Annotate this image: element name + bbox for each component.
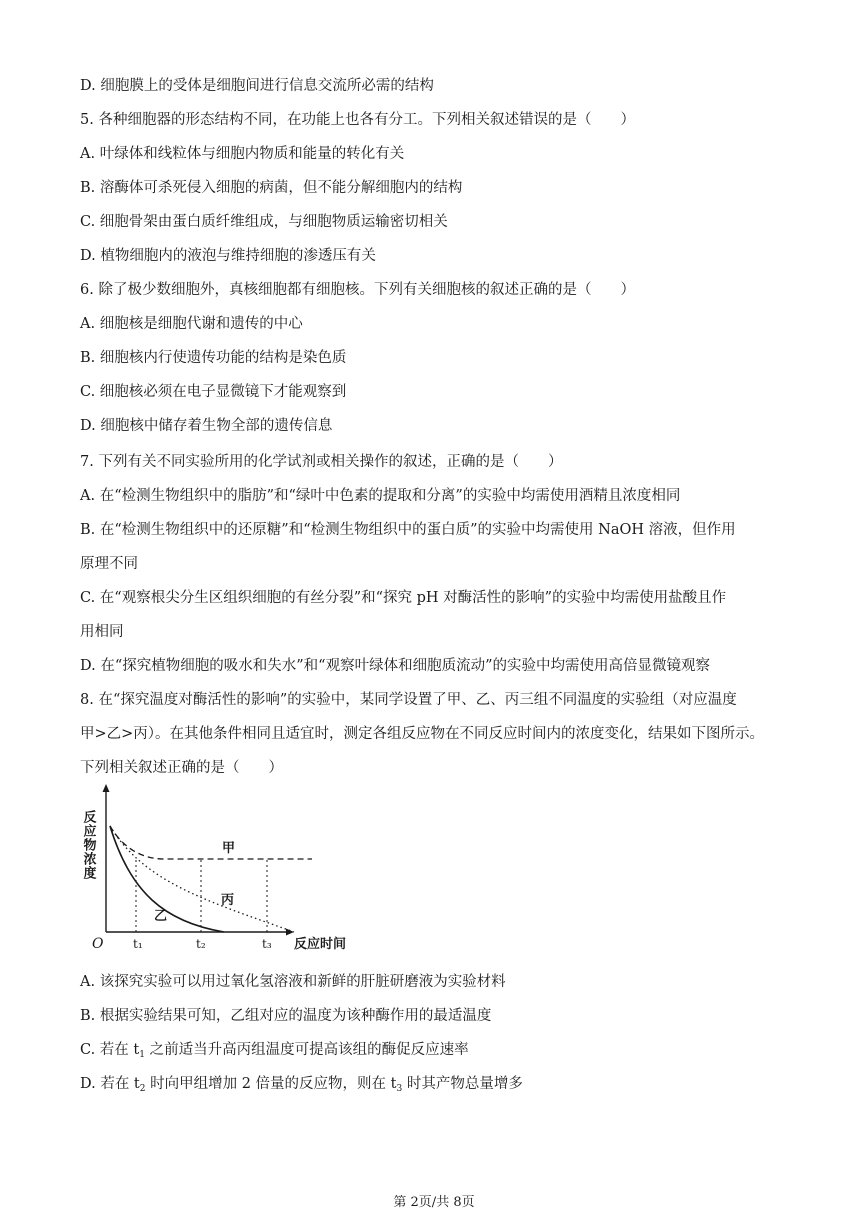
question-line: C. 细胞骨架由蛋白质纤维组成，与细胞物质运输密切相关 xyxy=(80,214,448,230)
question-line: A. 细胞核是细胞代谢和遗传的中心 xyxy=(80,316,303,332)
series-label-jia: 甲 xyxy=(222,841,236,856)
x-axis-arrow xyxy=(286,929,294,936)
enzyme-concentration-chart xyxy=(80,782,374,957)
question-line: A. 叶绿体和线粒体与细胞内物质和能量的转化有关 xyxy=(80,146,405,162)
question-line: D. 细胞核中储存着生物全部的遗传信息 xyxy=(80,418,333,434)
series-jia-line xyxy=(110,826,312,859)
question-line: 7. 下列有关不同实验所用的化学试剂或相关操作的叙述，正确的是（ ） xyxy=(80,454,563,470)
answer-option: B. 根据实验结果可知，乙组对应的温度为该种酶作用的最适温度 xyxy=(80,1008,492,1024)
answer-option-d: D. 若在 $t_2$ 时向甲组增加 2 倍量的反应物，则在 $t_3$ 时其产物总量增多 xyxy=(80,1076,523,1094)
series-bing-line xyxy=(110,826,294,932)
series-label-yi: 乙 xyxy=(154,909,168,924)
answer-option-c: C. 若在 $t_1$ 之前适当升高丙组温度可提高该组的酶促反应速率 xyxy=(80,1042,469,1060)
question-line: B. 细胞核内行使遗传功能的结构是染色质 xyxy=(80,350,347,366)
question-line: B. 溶酶体可杀死侵入细胞的病菌，但不能分解细胞内的结构 xyxy=(80,180,463,196)
svg-text:反应物浓度: 反应物浓度 xyxy=(80,810,96,880)
question-line: 用相同 xyxy=(80,624,124,640)
x-tick-t3: t₃ xyxy=(262,937,272,951)
question-line: 8. 在“探究温度对酶活性的影响”的实验中，某同学设置了甲、乙、丙三组不同温度的实验组（对应温度 xyxy=(80,692,737,708)
question-line: 下列相关叙述正确的是（ ） xyxy=(80,760,283,776)
page-footer: 第 2页/共 8页 xyxy=(393,1195,475,1210)
question-line: B. 在“检测生物组织中的还原糖”和“检测生物组织中的蛋白质”的实验中均需使用 NaOH 溶液，但作用 xyxy=(80,522,736,538)
question-line: 原理不同 xyxy=(80,556,138,572)
question-line: 6. 除了极少数细胞外，真核细胞都有细胞核。下列有关细胞核的叙述正确的是（ ） xyxy=(80,282,635,298)
series-label-bing: 丙 xyxy=(221,893,235,908)
question-line: D. 在“探究植物细胞的吸水和失水”和“观察叶绿体和细胞质流动”的实验中均需使用高倍显微镜观察 xyxy=(80,658,710,674)
question-line: C. 细胞核必须在电子显微镜下才能观察到 xyxy=(80,384,347,400)
origin-label: O xyxy=(92,936,104,952)
x-tick-t1: t₁ xyxy=(133,937,143,951)
x-tick-t2: t₂ xyxy=(196,937,206,951)
y-axis-label xyxy=(81,809,97,880)
question-line: D. 植物细胞内的液泡与维持细胞的渗透压有关 xyxy=(80,248,376,264)
question-line: A. 在“检测生物组织中的脂肪”和“绿叶中色素的提取和分离”的实验中均需使用酒精且浓度相同 xyxy=(80,488,681,504)
question-line: D. 细胞膜上的受体是细胞间进行信息交流所必需的结构 xyxy=(80,78,434,94)
y-axis-arrow xyxy=(103,784,110,792)
x-axis-label: 反应时间 xyxy=(294,937,347,952)
answer-option: A. 该探究实验可以用过氧化氢溶液和新鲜的肝脏研磨液为实验材料 xyxy=(80,974,506,990)
question-line: 5. 各种细胞器的形态结构不同，在功能上也各有分工。下列相关叙述错误的是（ ） xyxy=(80,112,635,128)
question-line: C. 在“观察根尖分生区组织细胞的有丝分裂”和“探究 pH 对酶活性的影响”的实验中均需使用盐酸且作 xyxy=(80,590,727,606)
question-line: 甲>乙>丙）。在其他条件相同且适宜时，测定各组反应物在不同反应时间内的浓度变化，结果如下图所示。 xyxy=(80,726,765,742)
